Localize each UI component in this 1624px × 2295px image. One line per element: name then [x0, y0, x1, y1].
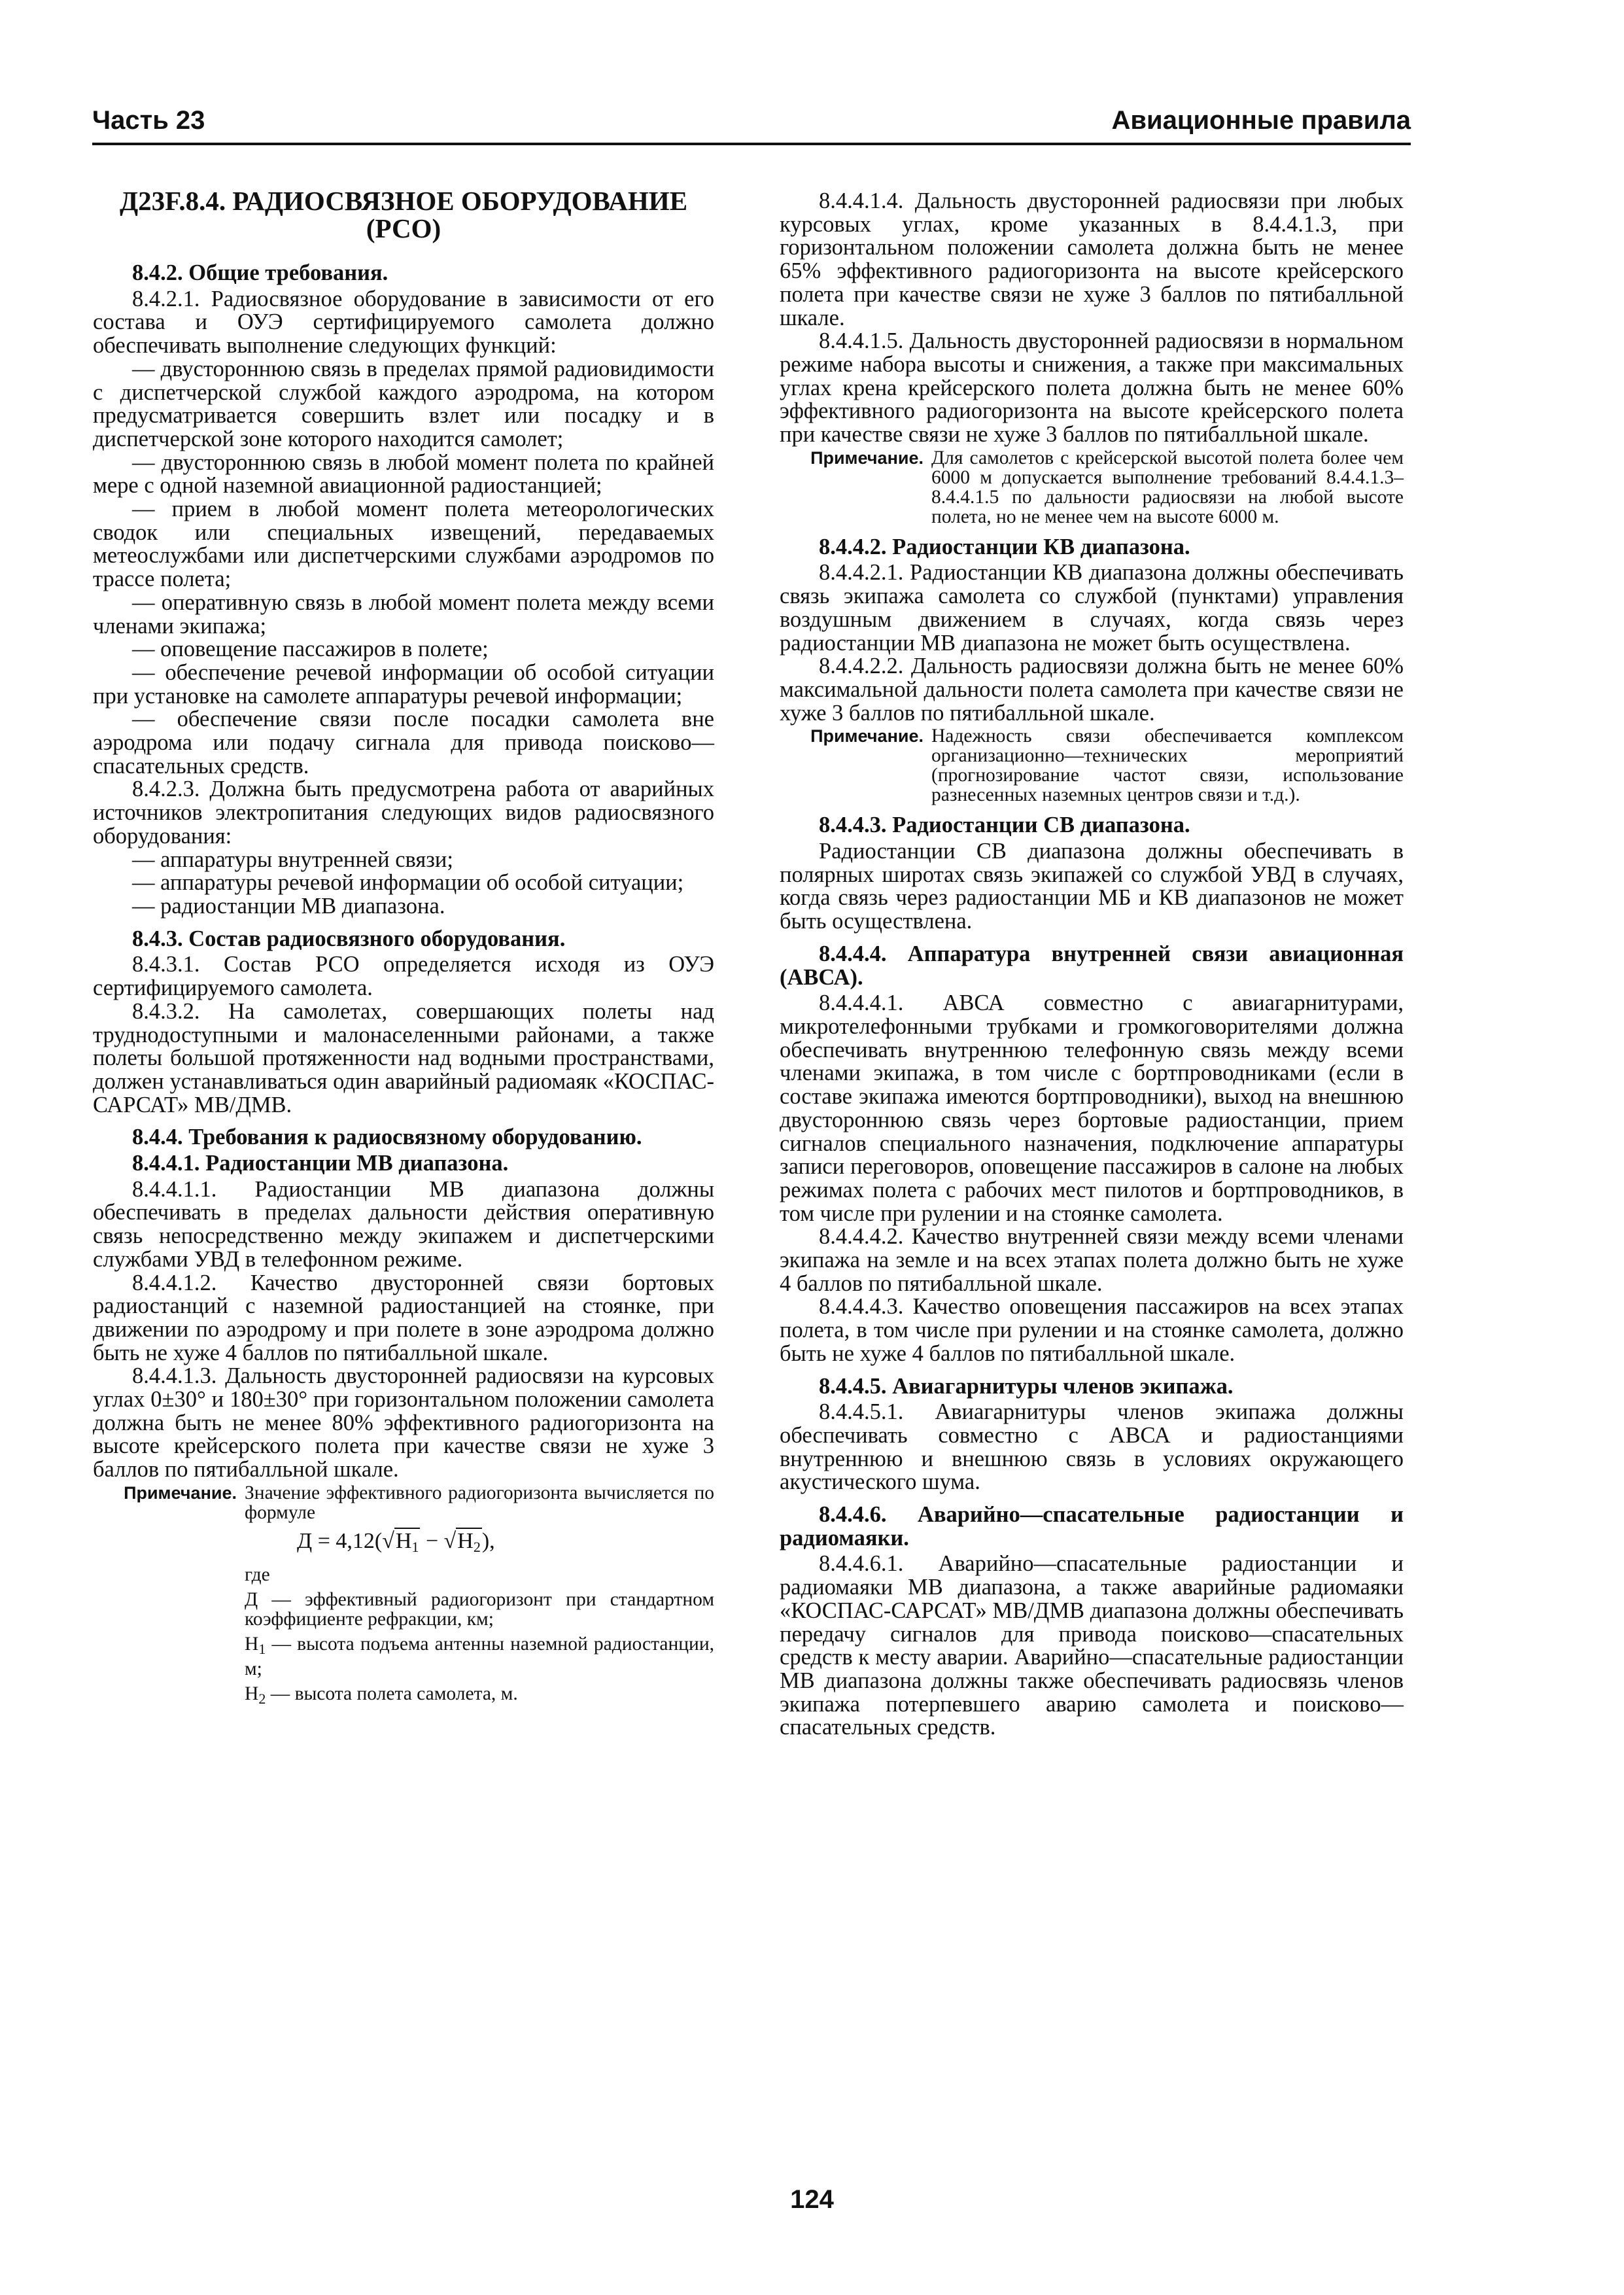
paragraph: 8.4.2.1. Радиосвязное оборудование в зависимости от его состава и ОУЭ сертифицируемого самолета должно обеспечивать выполнение следующих функций: [93, 286, 714, 359]
header-part: Часть 23 [92, 106, 205, 135]
list-item: — оповещение пассажиров в полете; [132, 637, 489, 662]
paragraph: Радиостанции СВ диапазона должны обеспечивать в полярных широтах связь экипажей со службой УВД в случаях, когда связь через радиостанции МБ и КВ диапазонов не может быть осуществлена. [780, 839, 1404, 934]
paragraph: 8.4.4.1.5. Дальность двусторонней радиосвязи в нормальном режиме набора высоты и снижения, а также при максимальных углах крена крейсерского полета должна быть не менее 60% эффективного радиогоризонта на высоте крейсерского полета при качестве связи не хуже 3 баллов по пятибалльной шкале. [780, 328, 1404, 447]
header-title: Авиационные правила [1111, 106, 1411, 135]
paragraph: 8.4.4.2.2. Дальность радиосвязи должна быть не менее 60% максимальной дальности полета самолета при качестве связи не хуже 3 баллов по пятибалльной шкале. [780, 654, 1404, 726]
heading-8446: 8.4.4.6. Аварийно—спасательные радиостанции и радиомаяки. [780, 1502, 1404, 1550]
definition-h2: $H_2$ — высота полета самолета, м. [245, 1683, 518, 1707]
heading-844: 8.4.4. Требования к радиосвязному оборудованию. [132, 1125, 642, 1150]
heading-8442: 8.4.4.2. Радиостанции КВ диапазона. [819, 534, 1190, 559]
paragraph: 8.4.4.1.3. Дальность двусторонней радиосвязи на курсовых углах 0±30° и 180±30° при горизонтальном положении самолета должна быть не менее 80% эффективного радиогоризонта на высоте крейсерского полета при качестве связи не хуже 3 баллов по пятибалльной шкале. [93, 1363, 714, 1482]
paragraph: 8.4.4.1.2. Качество двусторонней связи бортовых радиостанций с наземной радиостанцией на стоянке, при движении по аэродрому и при полете в зоне аэродрома должно быть не хуже 4 баллов по пятибалльной шкале. [93, 1270, 714, 1365]
note [93, 1483, 714, 1709]
paragraph: 8.4.4.1.1. Радиостанции МВ диапазона должны обеспечивать в пределах дальности действия оперативную связь непосредственно между экипажем и диспетчерскими службами УВД в телефонном режиме. [93, 1176, 714, 1272]
list-item: — обеспечение речевой информации об особой ситуации при установке на самолете аппаратуры речевой информации; [93, 659, 714, 709]
paragraph: 8.4.3.2. На самолетах, совершающих полеты над труднодоступными и малонаселенными районами, а также полеты большой протяженности над водными пространствами, должен устанавливаться один аварийный радиомаяк «КОСПАС-САРСАТ» МВ/ДМВ. [93, 998, 714, 1117]
list-item: — обеспечение связи после посадки самолета вне аэродрома или подачу сигнала для привода поисково—спасательных средств. [93, 707, 714, 779]
definition-h1: $H_1$ — высота подъема антенны наземной радиостанции, м; [245, 1633, 714, 1679]
list-item: — двустороннюю связь в любой момент полета по крайней мере с одной наземной авиационной радиостанцией; [93, 449, 714, 499]
list-item: — радиостанции МВ диапазона. [132, 893, 445, 919]
heading-8445: 8.4.4.5. Авиагарнитуры членов экипажа. [819, 1373, 1234, 1399]
note-label: Примечание. [124, 1482, 237, 1503]
note-body [245, 1483, 714, 1709]
heading-842: 8.4.2. Общие требования. [132, 260, 389, 285]
definition-d: Д — эффективный радиогоризонт при стандартном коэффициенте рефракции, км; [245, 1588, 714, 1630]
paragraph: 8.4.4.4.3. Качество оповещения пассажиров на всех этапах полета, в том числе при рулении и на стоянке самолета, должно быть не хуже 4 баллов по пятибалльной шкале. [780, 1294, 1404, 1366]
paragraph: 8.4.3.1. Состав РСО определяется исходя из ОУЭ сертифицируемого самолета. [93, 952, 714, 1001]
where-text: где [245, 1564, 270, 1585]
note [780, 448, 1404, 527]
heading-8444: 8.4.4.4. Аппаратура внутренней связи авиационная (АВСА). [780, 941, 1404, 990]
paragraph: 8.4.4.1.4. Дальность двусторонней радиосвязи при любых курсовых углах, кроме указанных в 8.4.4.1.3, при горизонтальном положении самолета должна быть не менее 65% эффективного радиогоризонта на высоте крейсерского полета при качестве связи не хуже 3 баллов по пятибалльной шкале. [780, 188, 1404, 330]
left-column [93, 187, 714, 1711]
list-item: — двустороннюю связь в пределах прямой радиовидимости с диспетчерской службой каждого аэродрома, на котором предусматривается совершить взлет или посадку и в диспетчерской зоне которого находится самолет; [93, 356, 714, 451]
note-label: Примечание. [810, 447, 924, 468]
list-item: — аппаратуры внутренней связи; [132, 847, 453, 872]
list-item: — аппаратуры речевой информации об особой ситуации; [132, 870, 684, 896]
note-text: Надежность связи обеспечивается комплексом организационно—технических мероприятий (прогнозирование частот связи, использование разнесенных наземных центров связи и т.д.). [931, 726, 1404, 806]
right-column [780, 190, 1404, 1740]
note-label: Примечание. [810, 726, 924, 746]
formula: $Д = 4,12(√H_1 - √H_2)$, [297, 1528, 495, 1555]
paragraph: 8.4.2.3. Должна быть предусмотрена работа от аварийных источников электропитания следующих видов радиосвязного оборудования: [93, 777, 714, 849]
running-header [92, 103, 1411, 145]
note [780, 726, 1404, 805]
note-text: Значение эффективного радиогоризонта вычисляется по формуле [245, 1482, 714, 1523]
paragraph: 8.4.4.5.1. Авиагарнитуры членов экипажа должны обеспечивать совместно с АВСА и радиостанциями внутреннюю и внешнюю связь в условиях окружающего акустического шума. [780, 1399, 1404, 1495]
heading-8443: 8.4.4.3. Радиостанции СВ диапазона. [819, 813, 1190, 838]
paragraph: 8.4.4.6.1. Аварийно—спасательные радиостанции и радиомаяки МВ диапазона, а также аварийные радиомаяки «КОСПАС-САРСАТ» МВ/ДМВ диапазона должны обеспечивать передачу сигналов для привода поисково—спасательных средств к месту аварии. Аварийно—спасательные радиостанции МВ диапазона должны также обеспечивать радиосвязь членов экипажа потерпевшего аварию самолета и поисково—спасательных средств. [780, 1551, 1404, 1740]
list-item: — прием в любой момент полета метеорологических сводок или специальных извещений, передаваемых метеослужбами или диспетчерскими службами аэродромов по трассе полета; [93, 497, 714, 592]
paragraph: 8.4.4.4.1. АВСА совместно с авиагарнитурами, микротелефонными трубками и громкоговорителями должна обеспечивать внутреннюю телефонную связь между всеми членами экипажа, в том числе с бортпроводниками (если в составе экипажа имеются бортпроводники), выход на внешнюю двустороннюю связь через бортовые радиостанции, прием сигналов специального назначения, подключение аппаратуры записи переговоров, оповещение пассажиров в салоне на любых режимах полета с рабочих мест пилотов и бортпроводников, в том числе при рулении и на стоянке самолета. [780, 990, 1404, 1226]
page-number: 124 [790, 2185, 834, 2214]
list-item: — оперативную связь в любой момент полета между всеми членами экипажа; [93, 589, 714, 639]
paragraph: 8.4.4.2.1. Радиостанции КВ диапазона должны обеспечивать связь экипажа самолета со службой (пунктами) управления воздушным движением в случаях, когда связь через радиостанции МВ диапазона не может быть осуществлена. [780, 560, 1404, 656]
heading-843: 8.4.3. Состав радиосвязного оборудования. [132, 926, 566, 951]
heading-8441: 8.4.4.1. Радиостанции МВ диапазона. [132, 1151, 509, 1176]
section-title: Д23F.8.4. РАДИОСВЯЗНОЕ ОБОРУДОВАНИЕ (РСО) [119, 186, 688, 243]
paragraph: 8.4.4.4.2. Качество внутренней связи между всеми членами экипажа на земле и на всех этапах полета должно быть не хуже 4 баллов по пятибалльной шкале. [780, 1224, 1404, 1296]
note-text: Для самолетов с крейсерской высотой полета более чем 6000 м допускается выполнение требований 8.4.4.1.3–8.4.4.1.5 по дальности радиосвязи на любой высоте полета, но не менее чем на высоте 6000 м. [931, 447, 1404, 527]
